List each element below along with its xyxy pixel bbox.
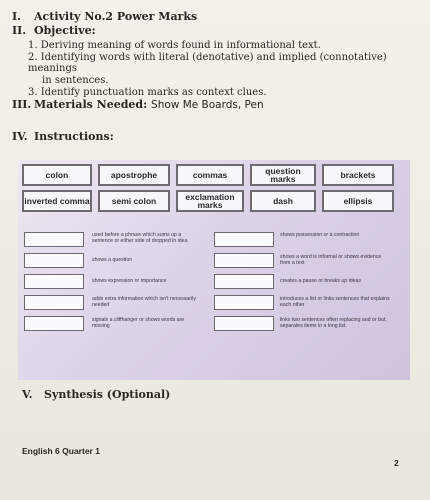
- word-bank-tile: commas: [176, 164, 244, 186]
- word-bank-tile: inverted comma: [22, 190, 92, 212]
- word-bank-tile: semi colon: [98, 190, 170, 212]
- clue-text: adds extra information which isn't necessarily needed: [92, 296, 196, 308]
- answer-box[interactable]: [214, 232, 274, 247]
- word-bank-tile: brackets: [322, 164, 394, 186]
- answer-box[interactable]: [24, 295, 84, 310]
- word-bank-tile: exclamation marks: [176, 190, 244, 212]
- activity-panel: [18, 160, 410, 380]
- answer-box[interactable]: [214, 253, 274, 268]
- objective-list: [28, 40, 420, 99]
- answer-box[interactable]: [214, 274, 274, 289]
- answer-box[interactable]: [24, 274, 84, 289]
- objective-item: in sentences.: [42, 75, 109, 86]
- word-bank-tile: colon: [22, 164, 92, 186]
- answer-box[interactable]: [24, 253, 84, 268]
- clue-text: introduces a list or links sentences that explains each other: [280, 296, 390, 308]
- clue-text: used before a phrase which sums up a sentence or either side of dropped in idea: [92, 232, 188, 244]
- synthesis-heading: V. Synthesis (Optional): [22, 388, 171, 401]
- page-number: 2: [394, 458, 399, 468]
- word-bank-tile: dash: [250, 190, 316, 212]
- clue-text: shows expression or importance: [92, 278, 167, 284]
- clue-text: shows a question: [92, 257, 133, 263]
- answer-box[interactable]: [214, 316, 274, 331]
- objective-item: 1. Deriving meaning of words found in informational text.: [28, 40, 321, 51]
- clue-text: shows a word is informal or shows evidence from a text: [280, 254, 382, 266]
- clue-text: creates a pause or breaks up ideas: [280, 278, 362, 284]
- word-bank-tile: apostrophe: [98, 164, 170, 186]
- footer-label: English 6 Quarter 1: [22, 446, 100, 456]
- instructions-heading: IV. Instructions:: [12, 130, 114, 143]
- answer-box[interactable]: [24, 316, 84, 331]
- answer-box[interactable]: [24, 232, 84, 247]
- word-bank-tile: ellipsis: [322, 190, 394, 212]
- clue-text: shows possession or a contraction: [280, 232, 360, 238]
- objective-item: 3. Identify punctuation marks as context clues.: [28, 87, 267, 98]
- activity-heading: I. Activity No.2 Power Marks: [12, 10, 198, 23]
- clue-text: signals a cliffhanger or shows words are missing: [92, 317, 185, 329]
- objective-heading: II. Objective:: [12, 24, 96, 37]
- materials-heading: III. Materials Needed: Show Me Boards, Pen: [12, 98, 264, 111]
- materials-value: Show Me Boards, Pen: [151, 99, 264, 111]
- clue-text: links two sentences often replacing and or but, separates items in a long list.: [280, 317, 387, 329]
- word-bank-tile: question marks: [250, 164, 316, 186]
- answer-box[interactable]: [214, 295, 274, 310]
- objective-item: 2. Identifying words with literal (denotative) and implied (connotative) meanings: [28, 52, 387, 74]
